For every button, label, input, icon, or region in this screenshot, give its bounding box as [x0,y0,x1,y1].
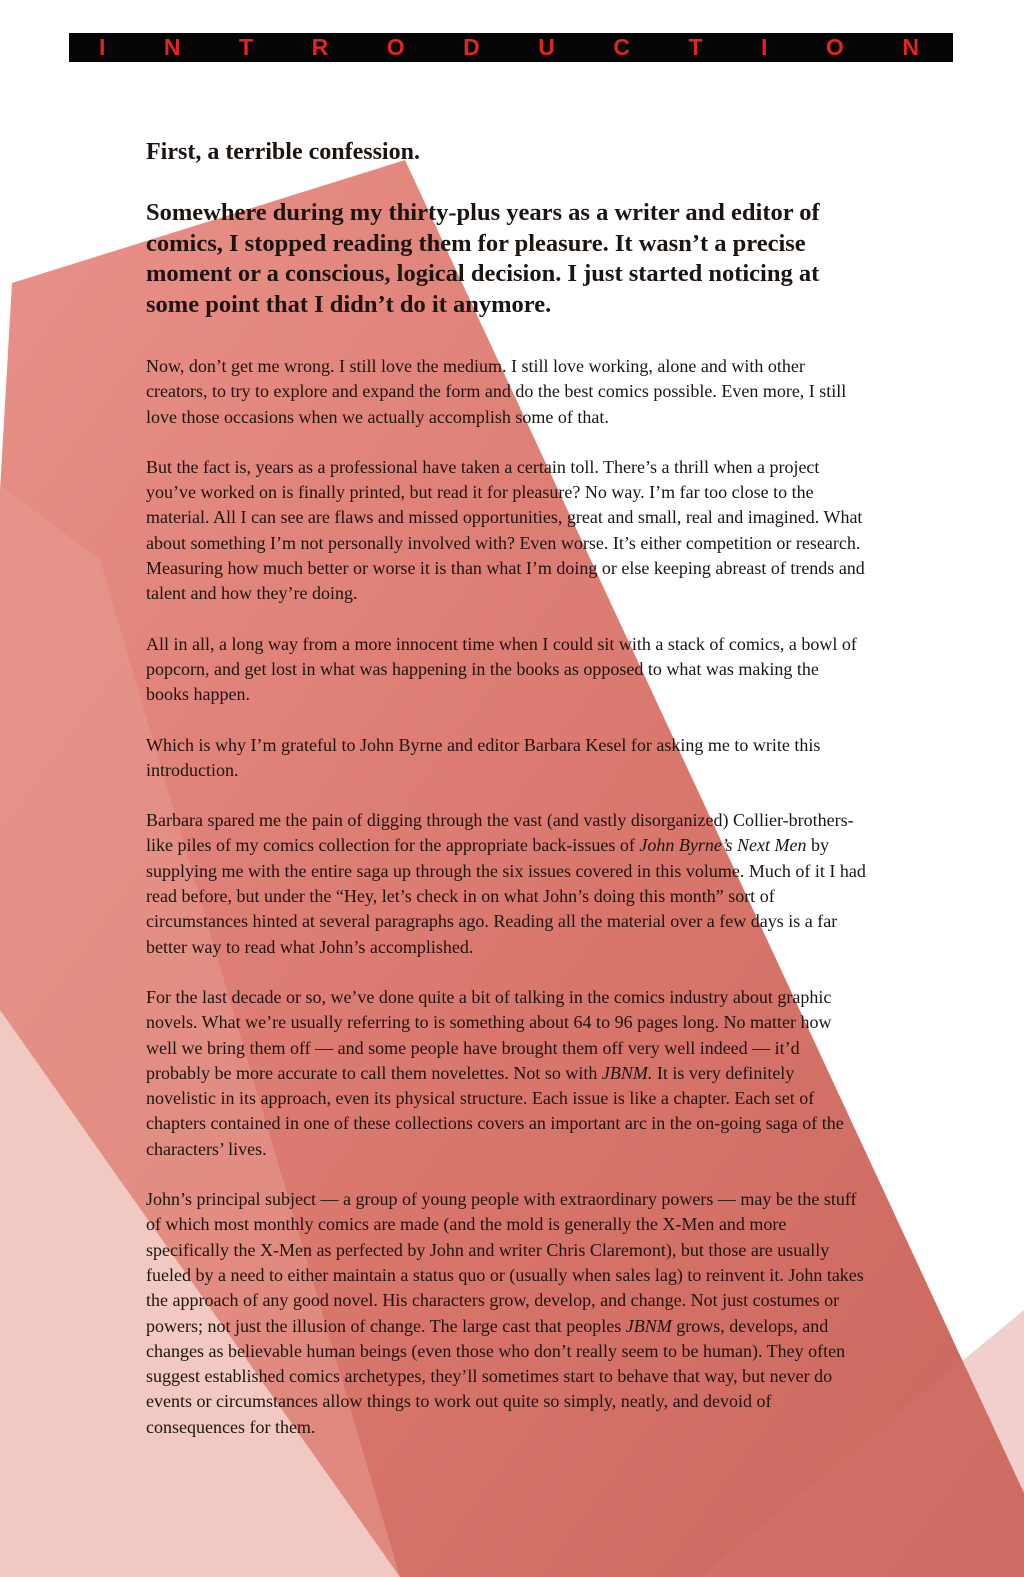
paragraph-7 [146,1187,866,1440]
title-bar [69,33,953,62]
title-letter: I [761,34,768,60]
paragraph-5-text: Barbara spared me the pain of digging through the vast (and vastly disorganized) Collier-brothers-like piles of my comics collection for the appropriate back-issues of [146,810,854,856]
title-letter: O [825,34,844,60]
title-letter: T [239,34,254,60]
paragraph-1: Now, don’t get me wrong. I still love the medium. I still love working, alone and with other creators, to try to explore and expand the form and do the best comics possible. Even more, I still love those occasions when we actually accomplish some of that. [146,356,847,427]
title-letter: I [99,34,106,60]
title-letter: N [163,34,181,60]
confession-heading: First, a terrible confession. [146,139,420,165]
paragraph-4: Which is why I’m grateful to John Byrne and editor Barbara Kesel for asking me to write this introduction. [146,734,821,780]
lead-paragraph: Somewhere during my thirty-plus years as a writer and editor of comics, I stopped reading them for pleasure. It wasn’t a precise moment or a conscious, logical decision. I just started noticing at some point that I didn’t do it anymore. [146,199,820,318]
paragraph-6-text: It is very definitely novelistic in its approach, even its physical structure. Each issue is like a chapter. Each set of chapters contained in one of these collections covers an important arc in the on-going saga of the characters’ lives. [146,1062,844,1159]
paragraph-7-text: grows, develops, and changes as believable human beings (even those who don’t really seem to be human). They often suggest established comics archetypes, they’ll sometimes start to behave that way, but never do events or circumstances allow things to work out quite so simply, neatly, and devoid of consequences for them. [146,1315,846,1437]
title-letter: U [538,34,555,60]
paragraph-6-text: For the last decade or so, we’ve done quite a bit of talking in the comics industry about graphic novels. What we’re usually referring to is something about 64 to 96 pages long. No matter how well we bring them off — and some people have brought them off very well indeed — it’d probably be more accurate to call them novelettes. Not so with [146,986,832,1083]
title-letter: R [311,34,329,60]
paragraph-5 [146,808,866,960]
paragraph-6 [146,985,866,1162]
paragraph-3: All in all, a long way from a more innocent time when I could sit with a stack of comics, a bowl of popcorn, and get lost in what was happening in the books as opposed to what was making the books happen. [146,633,857,705]
paragraph-2: But the fact is, years as a professional have taken a certain toll. There’s a thrill when a project you’ve worked on is finally printed, but read it for pleasure? No way. I’m far too close to the material. All I can see are flaws and missed opportunities, great and small, real and imagined. What about something I’m not personally involved with? Even worse. It’s either competition or research. Measuring how much better or worse it is than what I’m doing or else keeping abreast of trends and talent and how they’re doing. [146,456,865,604]
book-title: JBNM. [601,1062,653,1083]
book-title: John Byrne’s Next Men [639,835,807,856]
title-letter: C [613,34,630,60]
paragraph-5-text: by supplying me with the entire saga up through the six issues covered in this volume. Much of it I had read before, but under the “Hey, let’s check in on what John’s doing this month” sort of circumstances hinted at several paragraphs ago. Reading all the material over a few days is a far better way to read what John’s accomplished. [146,835,866,957]
title-letter: T [688,34,703,60]
book-title: JBNM [625,1315,672,1336]
title-letter: N [902,34,919,60]
article-body [146,136,866,1465]
title-letter: D [463,34,480,60]
title-letter: O [386,34,405,60]
paragraph-7-text: John’s principal subject — a group of young people with extraordinary powers — may be the stuff of which most monthly comics are made (and the mold is generally the X-Men and more specifically the X-Men as perfected by John and writer Chris Claremont), but those are usually fueled by a need to either maintain a status quo or (usually when sales lag) to reinvent it. John takes the approach of any good novel. His characters grow, develop, and change. Not just costumes or powers; not just the illusion of change. The large cast that peoples [146,1189,864,1336]
